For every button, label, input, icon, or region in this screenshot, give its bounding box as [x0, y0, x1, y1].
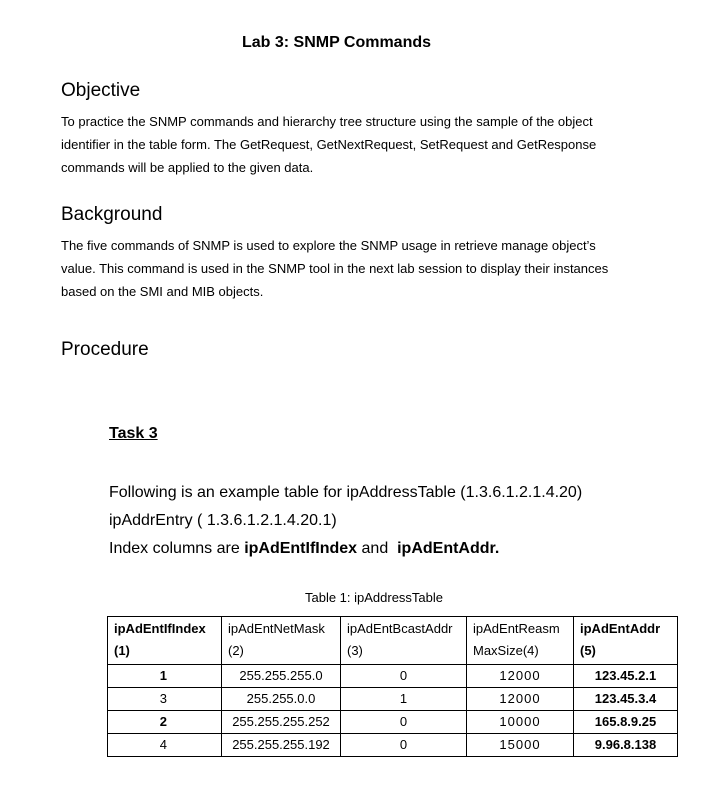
header-cell: ipAdEntBcastAddr (3) [341, 617, 467, 665]
header-cell: ipAdEntAddr (5) [574, 617, 678, 665]
table-cell: 255.255.0.0 [222, 688, 341, 711]
background-line: based on the SMI and MIB objects. [61, 284, 264, 299]
table-cell: 15000 [467, 734, 574, 757]
table-cell: 123.45.3.4 [574, 688, 678, 711]
index-column-1: ipAdEntIfIndex [244, 540, 358, 557]
table-cell: 255.255.255.252 [222, 711, 341, 734]
table-cell: 4 [108, 734, 222, 757]
page-title: Lab 3: SNMP Commands [241, 34, 432, 51]
intro-line-3-mid: and [357, 540, 398, 557]
procedure-heading: Procedure [61, 339, 149, 360]
objective-paragraph [61, 110, 661, 179]
table-cell: 1 [341, 688, 467, 711]
table-cell: 0 [341, 665, 467, 688]
intro-line-3-prefix: Index columns are [109, 540, 245, 557]
header-cell: ipAdEntReasm MaxSize(4) [467, 617, 574, 665]
table-row [108, 688, 678, 711]
header-cell: ipAdEntIfIndex (1) [108, 617, 222, 665]
table-cell: 12000 [467, 665, 574, 688]
table-cell: 123.45.2.1 [574, 665, 678, 688]
objective-line: To practice the SNMP commands and hierarchy tree structure using the sample of the object [61, 114, 593, 129]
table-row [108, 665, 678, 688]
table-row [108, 711, 678, 734]
table-header-row [108, 617, 678, 665]
table-cell: 1 [108, 665, 222, 688]
background-heading: Background [61, 204, 163, 225]
objective-line: commands will be applied to the given data. [61, 160, 314, 175]
background-paragraph [61, 234, 661, 303]
task-heading: Task 3 [109, 425, 158, 442]
table-cell: 255.255.255.0 [222, 665, 341, 688]
intro-line-3 [109, 535, 582, 563]
table-cell: 3 [108, 688, 222, 711]
background-line: value. This command is used in the SNMP tool in the next lab session to display their instances [61, 261, 609, 276]
table-cell: 12000 [467, 688, 574, 711]
intro-line-2: ipAddrEntry ( 1.3.6.1.2.1.4.20.1) [109, 512, 337, 529]
objective-line: identifier in the table form. The GetRequest, GetNextRequest, SetRequest and GetResponse [61, 137, 597, 152]
background-line: The five commands of SNMP is used to explore the SNMP usage in retrieve manage object’s [61, 238, 596, 253]
index-column-2: ipAdEntAddr. [397, 540, 500, 557]
task-intro [109, 479, 582, 563]
table-cell: 255.255.255.192 [222, 734, 341, 757]
table-cell: 9.96.8.138 [574, 734, 678, 757]
table-cell: 10000 [467, 711, 574, 734]
table-cell: 2 [108, 711, 222, 734]
ip-address-table [107, 616, 678, 757]
objective-heading: Objective [61, 80, 141, 101]
table-cell: 0 [341, 734, 467, 757]
table-cell: 165.8.9.25 [574, 711, 678, 734]
table-caption: Table 1: ipAddressTable [304, 590, 444, 605]
header-cell: ipAdEntNetMask (2) [222, 617, 341, 665]
table-row [108, 734, 678, 757]
intro-line-1: Following is an example table for ipAddressTable (1.3.6.1.2.1.4.20) [109, 484, 583, 501]
table-cell: 0 [341, 711, 467, 734]
